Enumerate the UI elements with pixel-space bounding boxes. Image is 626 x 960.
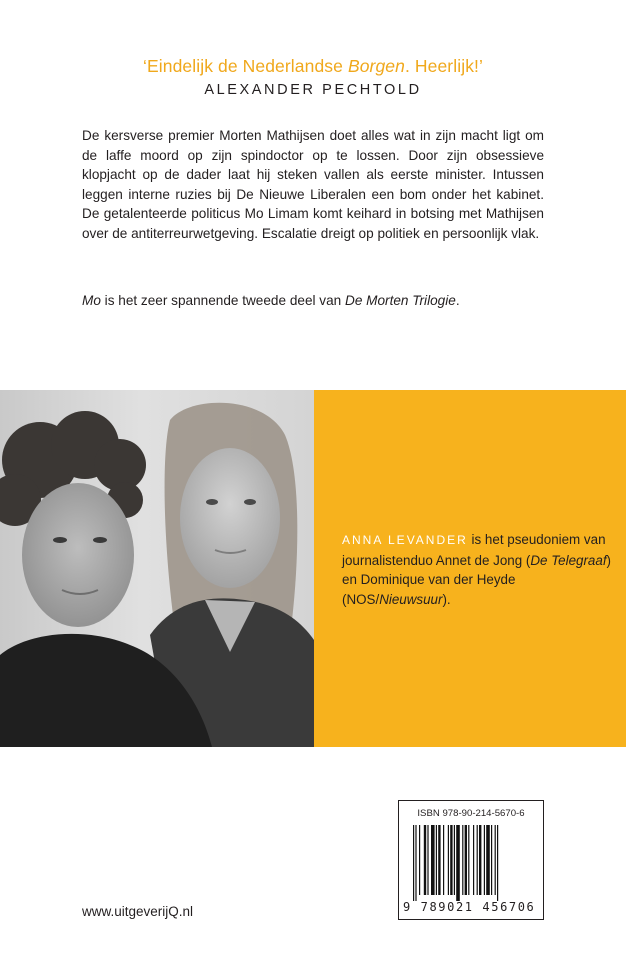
series-note — [82, 291, 552, 311]
isbn-label: ISBN 978-90-214-5670-6 — [417, 808, 525, 819]
bio-text-3: ). — [442, 591, 451, 607]
quote-author: ALEXANDER PECHTOLD — [204, 82, 422, 98]
quote-text-start: ‘Eindelijk de Nederlandse — [142, 56, 348, 76]
blurb-paragraph: De kersverse premier Morten Mathijsen doet alles wat in zijn macht ligt om de laffe moord op zijn spindoctor op te lossen. Door zijn obsessieve klopjacht op de dader laat hij steken vallen als eerste minister. Intussen leggen interne ruzies bij De Nieuwe Liberalen een bom onder het kabinet. De getalenteerde politicus Mo Limam komt keihard in botsing met Mathijsen over de antiterreurwetgeving. Escalatie dreigt op politiek en persoonlijk vlak. — [82, 128, 544, 241]
review-quote — [0, 56, 626, 77]
author-portrait-image — [0, 390, 314, 747]
series-note-text: is het zeer spannende tweede deel van — [100, 293, 345, 308]
book-title: Mo — [82, 293, 101, 308]
bio-text-1: is het pseudoniem van journalistenduo Annet de Jong ( — [342, 532, 606, 568]
author-bio — [342, 530, 612, 609]
barcode-box — [398, 800, 544, 920]
newspaper-name: De Telegraaf — [530, 552, 607, 568]
series-title: De Morten Trilogie — [345, 293, 456, 308]
publisher-website-link[interactable]: www.uitgeverijQ.nl — [82, 904, 194, 919]
barcode-image — [413, 825, 531, 901]
quote-title-borgen: Borgen — [347, 56, 405, 76]
ean-digits: 9 789021 456706 — [403, 900, 536, 914]
series-note-end: . — [455, 293, 460, 308]
quote-text-end: . Heerlijk!’ — [404, 56, 483, 76]
author-name: ANNA LEVANDER — [342, 533, 468, 547]
program-name: Nieuwsuur — [379, 591, 443, 607]
bio-text-2: ) en Dominique van der Heyde (NOS/ — [342, 552, 612, 607]
author-photo — [0, 390, 314, 747]
